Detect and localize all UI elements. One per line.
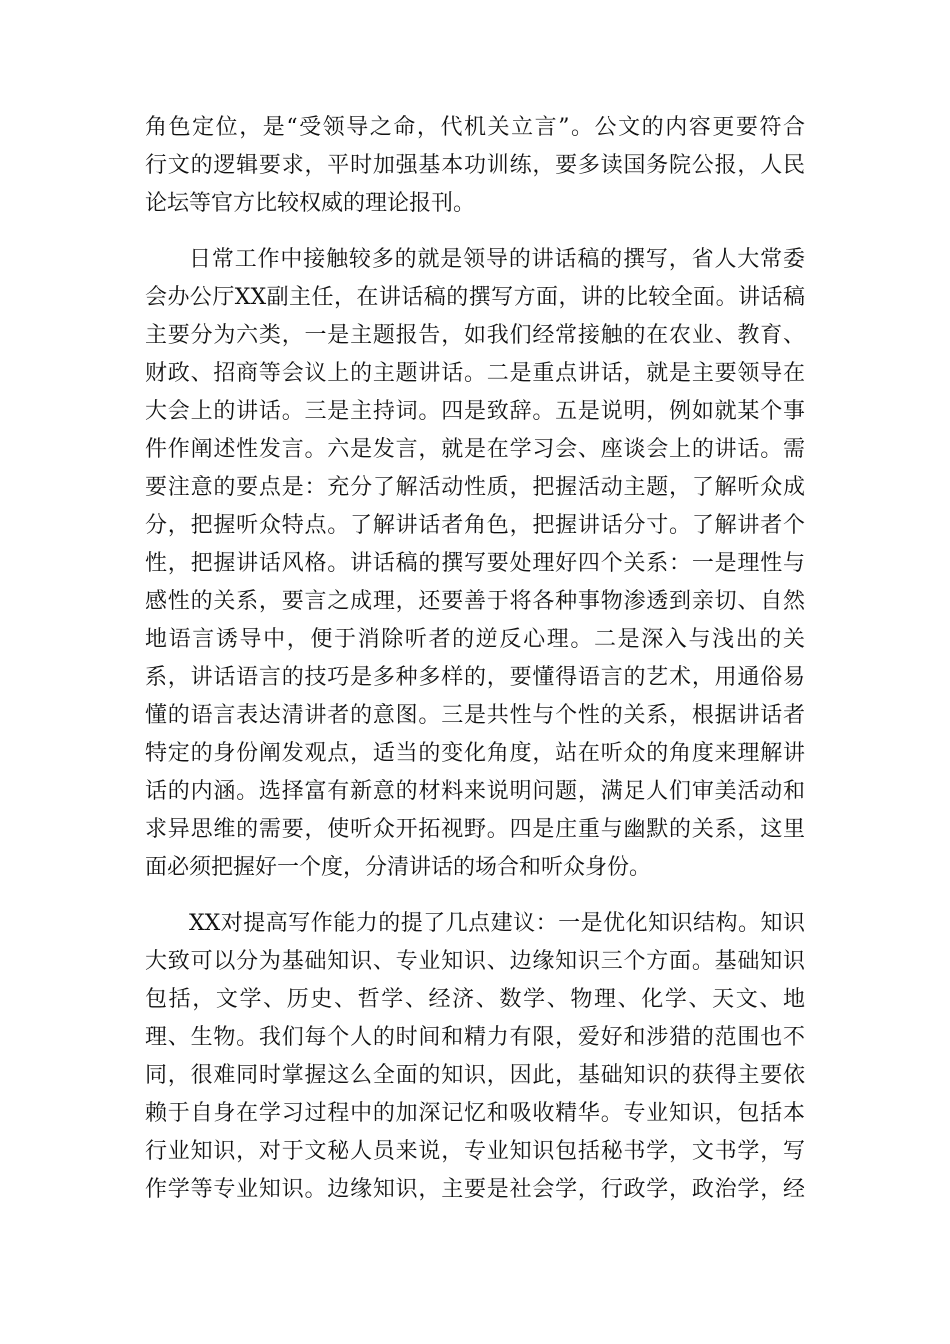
text-line: 财政、招商等会议上的主题讲话。二是重点讲话，就是主要领导在 [145, 361, 805, 386]
text-line: 会办公厅XX副主任，在讲话稿的撰写方面，讲的比较全面。讲话稿 [145, 285, 805, 310]
text-line: 同，很难同时掌握这么全面的知识，因此，基础知识的获得主要依 [145, 1063, 805, 1088]
text-line: 话的内涵。选择富有新意的材料来说明问题，满足人们审美活动和 [145, 779, 805, 804]
text-line: 赖于自身在学习过程中的加深记忆和吸收精华。专业知识，包括本 [145, 1101, 805, 1126]
text-line: 行文的逻辑要求，平时加强基本功训练，要多读国务院公报，人民 [145, 153, 805, 178]
text-line: 特定的身份阐发观点，适当的变化角度，站在听众的角度来理解讲 [145, 741, 805, 766]
text-line: 件作阐述性发言。六是发言，就是在学习会、座谈会上的讲话。需 [145, 437, 805, 462]
text-line: 论坛等官方比较权威的理论报刊。 [145, 191, 476, 216]
text-line: 行业知识，对于文秘人员来说，专业知识包括秘书学，文书学，写 [145, 1139, 805, 1164]
text-line: 包括，文学、历史、哲学、经济、数学、物理、化学、天文、地 [145, 987, 805, 1012]
text-line: 日常工作中接触较多的就是领导的讲话稿的撰写，省人大常委 [189, 247, 805, 272]
text-line: 性，把握讲话风格。讲话稿的撰写要处理好四个关系：一是理性与 [145, 551, 805, 576]
text-line: 地语言诱导中，便于消除听者的逆反心理。二是深入与浅出的关 [145, 627, 805, 652]
text-line: XX对提高写作能力的提了几点建议：一是优化知识结构。知识 [189, 911, 805, 936]
text-line: 懂的语言表达清讲者的意图。三是共性与个性的关系，根据讲话者 [145, 703, 805, 728]
text-line: 感性的关系，要言之成理，还要善于将各种事物渗透到亲切、自然 [145, 589, 805, 614]
text-line: 系，讲话语言的技巧是多种多样的，要懂得语言的艺术，用通俗易 [145, 665, 805, 690]
text-line: 角色定位，是“受领导之命，代机关立言”。公文的内容更要符合 [145, 115, 805, 140]
text-line: 求异思维的需要，使听众开拓视野。四是庄重与幽默的关系，这里 [145, 817, 805, 842]
text-line: 分，把握听众特点。了解讲话者角色，把握讲话分寸。了解讲者个 [145, 513, 805, 538]
text-line: 理、生物。我们每个人的时间和精力有限，爱好和涉猎的范围也不 [145, 1025, 805, 1050]
text-line: 要注意的要点是：充分了解活动性质，把握活动主题，了解听众成 [145, 475, 805, 500]
text-line: 面必须把握好一个度，分清讲话的场合和听众身份。 [145, 855, 652, 880]
text-line: 主要分为六类，一是主题报告，如我们经常接触的在农业、教育、 [145, 323, 805, 348]
text-line: 大会上的讲话。三是主持词。四是致辞。五是说明，例如就某个事 [145, 399, 805, 424]
text-line: 作学等专业知识。边缘知识，主要是社会学，行政学，政治学，经 [145, 1177, 805, 1202]
text-line: 大致可以分为基础知识、专业知识、边缘知识三个方面。基础知识 [145, 949, 805, 974]
